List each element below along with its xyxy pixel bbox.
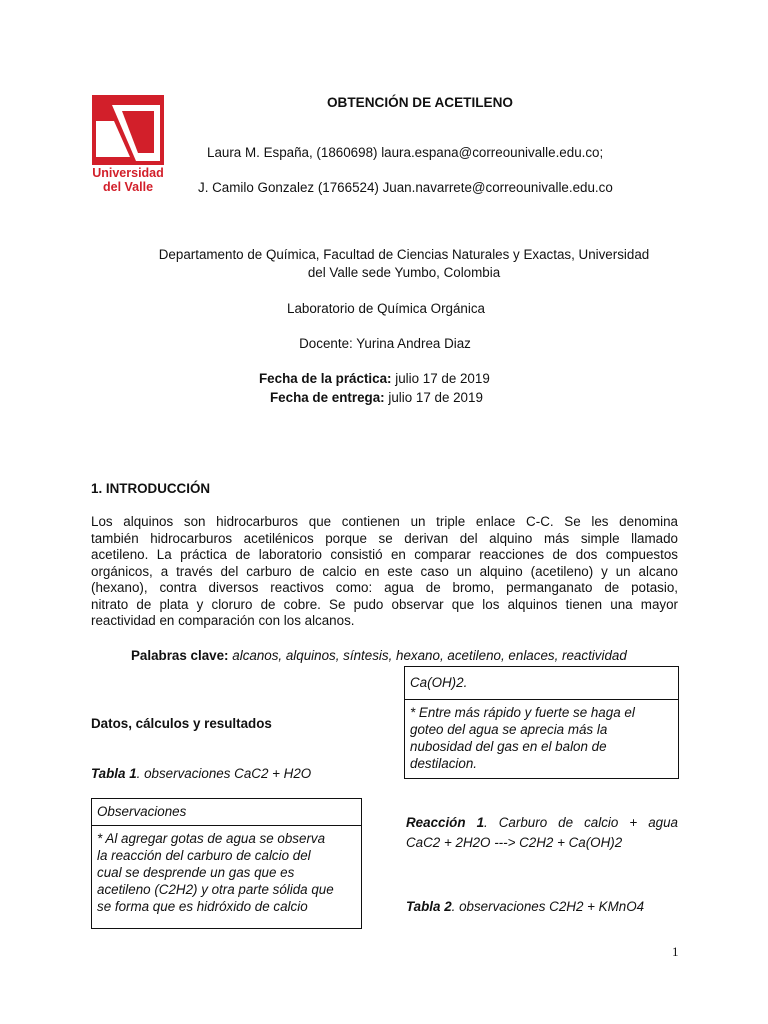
- intro-line: Los alquinos son hidrocarburos que contienen un triple enlace C-C. Se les denomina: [91, 514, 678, 529]
- intro-paragraph: [91, 514, 678, 630]
- page-number: 1: [672, 944, 679, 959]
- table1-caption-text: . observaciones CaC2 + H2O: [136, 766, 312, 781]
- intro-line: acetileno. La práctica de laboratorio consistió en comparar reacciones de dos compuestos: [91, 547, 678, 562]
- table-continuation: [404, 666, 679, 779]
- table1-caption: [91, 766, 311, 781]
- reaction1: [406, 813, 678, 853]
- keywords: [131, 648, 627, 663]
- practice-date-value: julio 17 de 2019: [395, 371, 490, 386]
- reaction1-title: [406, 813, 678, 833]
- table1-body-line: * Al agregar gotas de agua se observa: [97, 831, 326, 846]
- intro-heading: 1. INTRODUCCIÓN: [91, 481, 211, 496]
- logo-line-2: del Valle: [102, 180, 154, 194]
- table1: [91, 798, 362, 929]
- university-logo: [92, 95, 164, 199]
- reaction1-text: . Carburo de calcio + agua: [484, 815, 678, 830]
- table-continuation-line: goteo del agua se aprecia más la: [410, 722, 608, 737]
- table-continuation-line: nubosidad del gas en el balon de: [410, 739, 607, 754]
- delivery-date-label: Fecha de entrega:: [270, 390, 385, 405]
- reaction1-label: Reacción 1: [406, 815, 485, 830]
- table1-body-line: se forma que es hidróxido de calcio: [97, 899, 308, 914]
- table2-caption: [406, 899, 644, 914]
- delivery-date: [270, 390, 483, 405]
- affiliation-line-1: Departamento de Química, Facultad de Ciencias Naturales y Exactas, Universidad: [158, 247, 650, 262]
- table1-header: Observaciones: [97, 804, 187, 819]
- lab-name: Laboratorio de Química Orgánica: [287, 301, 485, 316]
- table-continuation-line: destilacion.: [410, 756, 477, 771]
- keywords-label: Palabras clave:: [131, 648, 229, 663]
- paper-title: OBTENCIÓN DE ACETILENO: [326, 95, 514, 110]
- table1-label: Tabla 1: [91, 766, 137, 781]
- affiliation: [100, 246, 708, 282]
- keywords-value: alcanos, alquinos, síntesis, hexano, acetileno, enlaces, reactividad: [232, 648, 627, 663]
- logo-line-1: Universidad: [92, 166, 164, 180]
- intro-line: nitrato de plata y cloruro de cobre. Se pudo observar que los alquinos tienen una mayor: [91, 596, 678, 612]
- results-heading: Datos, cálculos y resultados: [91, 716, 272, 731]
- intro-line: también hidrocarburos acetilénicos porque se derivan del alquino más simple llamado: [91, 530, 678, 546]
- table1-body-line: acetileno (C2H2) y otra parte sólida que: [97, 882, 334, 897]
- table-continuation-line: * Entre más rápido y fuerte se haga el: [410, 705, 635, 720]
- practice-date-label: Fecha de la práctica:: [259, 371, 392, 386]
- table2-caption-text: . observaciones C2H2 + KMnO4: [451, 899, 645, 914]
- teacher: Docente: Yurina Andrea Diaz: [299, 336, 471, 351]
- author-1: Laura M. España, (1860698) laura.espana@correounivalle.edu.co;: [207, 145, 604, 160]
- table1-body-line: la reacción del carburo de calcio del: [97, 848, 311, 863]
- reaction1-equation: CaC2 + 2H2O ---> C2H2 + Ca(OH)2: [406, 835, 623, 850]
- affiliation-line-2: del Valle sede Yumbo, Colombia: [307, 265, 501, 280]
- author-2: J. Camilo Gonzalez (1766524) Juan.navarrete@correounivalle.edu.co: [198, 180, 613, 195]
- intro-line: orgánicos, a través del carburo de calcio en este caso un alquino (acetileno) y un alcano: [91, 563, 678, 579]
- table2-label: Tabla 2: [406, 899, 452, 914]
- table-continuation-row2: [405, 699, 678, 776]
- intro-line: (hexano), contra diversos reactivos como: agua de bromo, permanganato de potasio,: [91, 580, 678, 595]
- intro-line: reactividad en comparación con los alcanos.: [91, 613, 355, 628]
- practice-date: [259, 371, 490, 386]
- table1-body-line: cual se desprende un gas que es: [97, 865, 295, 880]
- delivery-date-value: julio 17 de 2019: [388, 390, 483, 405]
- table1-body: [92, 825, 361, 919]
- table-continuation-row1: Ca(OH)2.: [410, 675, 468, 690]
